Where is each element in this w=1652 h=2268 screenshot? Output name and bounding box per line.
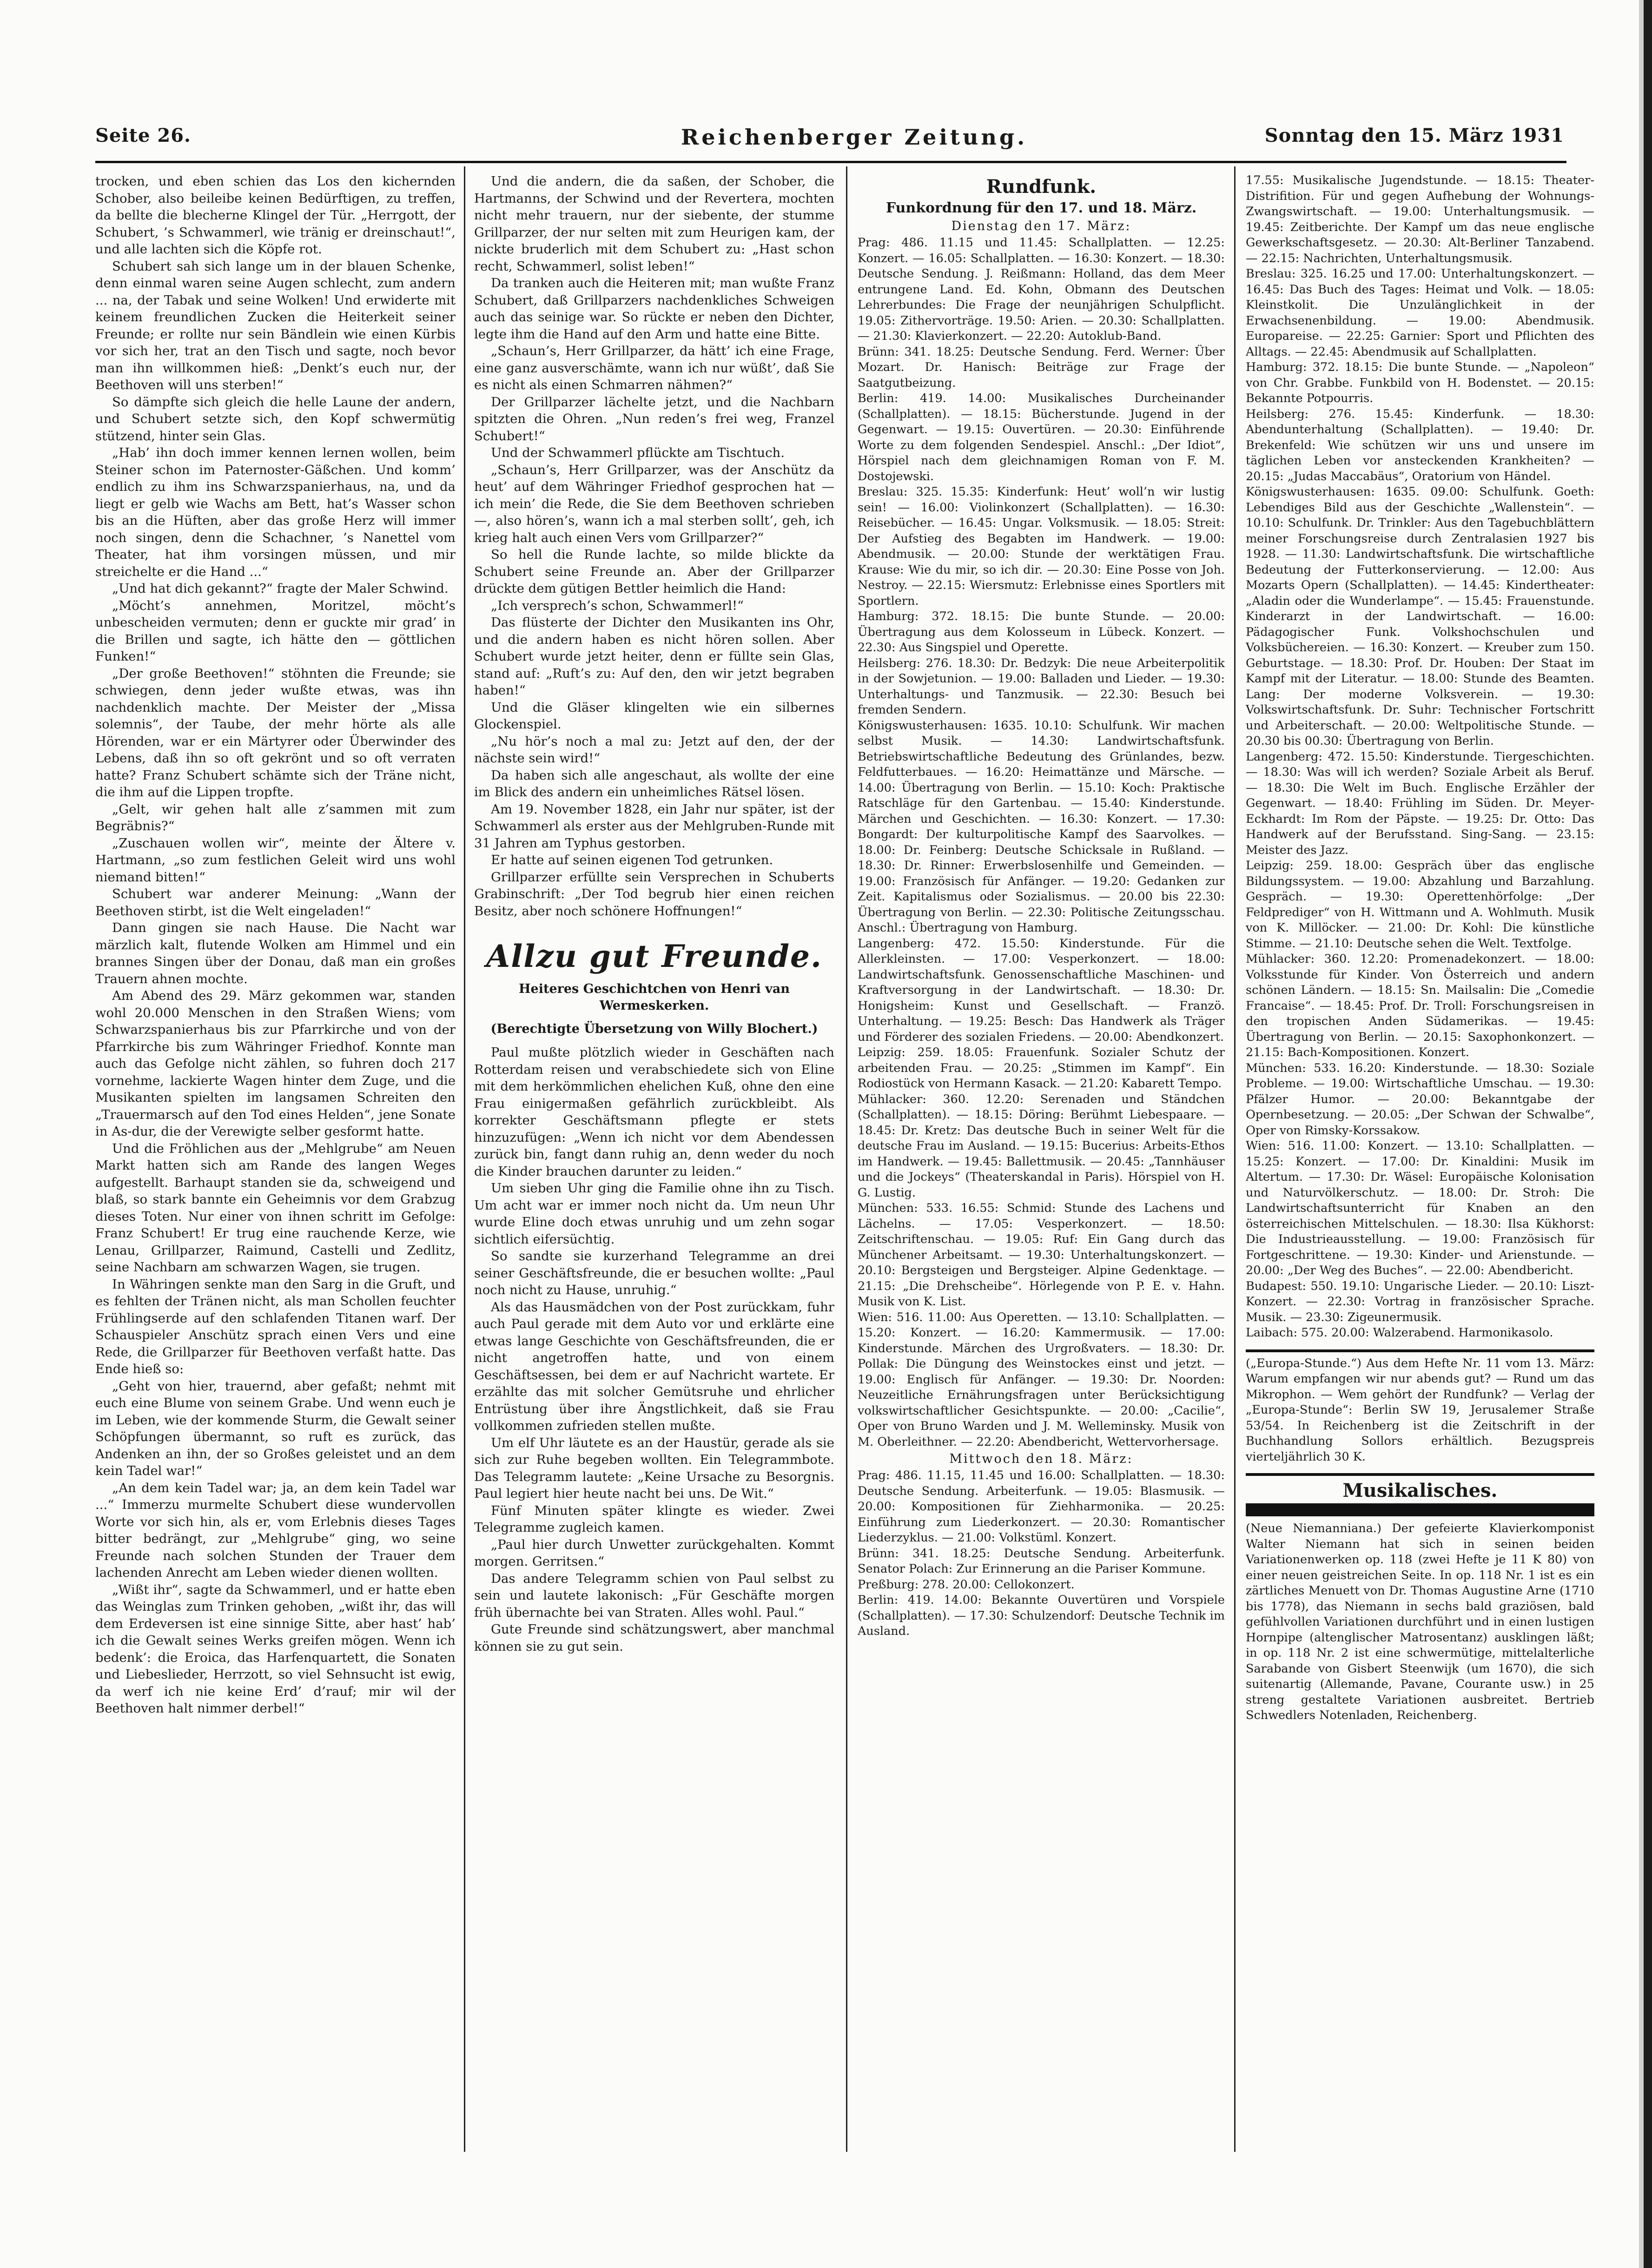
radio-listing: Königswusterhausen: 1635. 09.00: Schulfunk. Goeth: Lebendiges Bild aus der Geschichte „Wallenstein“. — 10.10: Schulfunk. Dr. Trinkler: Aus den Tagebuchblättern meiner Forschungsreise durch Zentralasien 1927 bis 1928. — 11.30: Landwirtschaftsfunk. Die wirtschaftliche Bedeutung der Futterkonservierung. — 12.00: Aus Mozarts Opern (Schallplatten). — 14.45: Kindertheater: „Aladin oder die Wunderlampe“. — 15.45: Frauenstunde. Kinderarzt in der Landwirtschaft. — 16.00: Pädagogischer Funk. Volkshochschulen und Volksbüchereien. — 16.30: Konzert. — Kreuber zum 150. Geburtstage. — 18.30: Prof. Dr. Houben: Der Staat im Kampf mit der Literatur. — 18.00: Stunde des Beamten. Lang: Der moderne Volksverein. — 19.30: Volkswirtschaftsfunk. Dr. Suhr: Technischer Fortschritt und Arbeiterschaft. — 20.00: Weltpolitische Stunde. — 20.30 bis 00.30: Übertragung von Berlin.	[1246, 485, 1594, 748]
story-paragraph: „Zuschauen wollen wir“, meinte der Ältere v. Hartmann, „so zum festlichen Geleit wird uns wohl niemand bitten!“	[95, 835, 456, 885]
story-paragraph: Paul mußte plötzlich wieder in Geschäften nach Rotterdam reisen und verabschiedete sich von Eline mit dem herkömmlichen ehelichen Kuß, ohne den eine Frau einigermaßen gefährlich zurückbleibt. Als korrekter Geschäftsmann pflegte er stets hinzuzufügen: „Wenn ich nicht vor dem Abendessen zurück bin, fangt dann ruhig an, denn weder du noch die Kinder brauchen darunter zu leiden.“	[474, 1045, 834, 1179]
story-paragraph: Am 19. November 1828, ein Jahr nur später, ist der Schwammerl als erster aus der Mehlgruben-Runde mit 31 Jahren am Typhus gestorben.	[474, 801, 834, 851]
radio-listing: Mühlacker: 360. 12.20: Promenadekonzert. — 18.00: Volksstunde für Kinder. Von Österreich und andern schönen Ländern. — 18.15: Sn. Mailsalin: Die „Comedie Francaise“. — 18.45: Prof. Dr. Troll: Forschungsreisen in den tropischen Anden Südamerikas. — 19.45: Übertragung von Berlin. — 20.15: Saxophonkonzert. — 21.15: Bach-Kompositionen. Konzert.	[1246, 952, 1594, 1059]
europa-note: („Europa-Stunde.“) Aus dem Hefte Nr. 11 vom 13. März: Warum empfangen wir nur abends gut? — Rund um das Mikrophon. — Wem gehört der Rundfunk? — Verlag der „Europa-Stunde“: Berlin SW 19, Jerusalemer Straße 53/54. In Reichenberg ist die Zeitschrift in der Buchhandlung Sollors erhältlich. Bezugspreis vierteljährlich 30 K.	[1246, 1356, 1594, 1464]
column-2	[474, 173, 834, 2152]
story-paragraph: Grillparzer erfüllte sein Versprechen in Schuberts Grabinschrift: „Der Tod begrub hier einen reichen Besitz, aber noch schönere Hoffnungen!“	[474, 869, 834, 919]
radio-listing: Langenberg: 472. 15.50: Kinderstunde. Für die Allerkleinsten. — 17.00: Vesperkonzert. — 18.00: Landwirtschaftsfunk. Genossenschaftliche Maschinen- und Kraftversorgung in der Landwirtschaft. — 18.30: Dr. Honigsheim: Kunst und Gesellschaft. — Franzö. Unterhaltung. — 19.25: Besch: Das Handwerk als Träger und Förderer des sozialen Friedens. — 20.00: Abendkonzert.	[858, 936, 1225, 1044]
story-paragraph: „Nu hör’s noch a mal zu: Jetzt auf den, der der nächste sein wird!“	[474, 734, 834, 766]
story-paragraph: Da haben sich alle angeschaut, als wollte der eine im Blick des andern ein unheimliches Rätsel lösen.	[474, 767, 834, 800]
story-paragraph: „Und hat dich gekannt?“ fragte der Maler Schwind.	[112, 581, 449, 596]
radio-listing: Heilsberg: 276. 15.45: Kinderfunk. — 18.30: Abendunterhaltung (Schallplatten). — 19.40: Dr. Brekenfeld: Wie schützen wir uns und unsere im täglichen Leben vor ansteckenden Krankheiten? — 20.15: „Judas Maccabäus“, Oratorium von Händel.	[1246, 407, 1594, 483]
radio-listing: 17.55: Musikalische Jugendstunde. — 18.15: Theater-Distrifition. Für und gegen Aufhebung der Wohnungs-Zwangswirtschaft. — 19.00: Unterhaltungsmusik. — 19.45: Zeitberichte. Der Kampf um das neue englische Gewerkschaftsgesetz. — 20.30: Alt-Berliner Tanzabend. — 22.15: Nachrichten, Unterhaltungsmusik.	[1246, 173, 1594, 265]
radio-listing: München: 533. 16.55: Schmid: Stunde des Lachens und Lächelns. — 17.05: Vesperkonzert. — 18.50: Zeitschriftenschau. — 19.05: Ruf: Ein Gang durch das Münchener Arbeitsamt. — 19.30: Unterhaltungskonzert. — 20.10: Bergsteigen und Bergsteiger. Alpine Gedenktage. — 21.15: „Die Drehscheibe“. Hörlegende von P. E. v. Hahn. Musik von K. List.	[858, 1201, 1225, 1309]
column-divider	[464, 166, 465, 2152]
story-paragraph: Als das Hausmädchen von der Post zurückkam, fuhr auch Paul gerade mit dem Auto vor und erklärte eine etwas lange Geschichte von Geschäftsfreunden, die er nicht angetroffen hatte, und von einem Geschäftsessen, bei dem er auf Nachricht wartete. Er erzählte das mit solcher Gemütsruhe und ehrlicher Entrüstung über ihre Ängstlichkeit, daß sie Frau vollkommen zufrieden stellen mußte.	[474, 1299, 834, 1433]
column-divider	[1234, 166, 1236, 2152]
story-paragraph: Schubert war anderer Meinung: „Wann der Beethoven stirbt, ist die Welt eingeladen!“	[95, 886, 456, 919]
radio-listing: Mühlacker: 360. 12.20: Serenaden und Ständchen (Schallplatten). — 18.15: Döring: Berühmt Liebespaare. — 18.45: Dr. Kretz: Das deutsche Buch in seiner Welt für die deutsche Frau im Ausland. — 19.15: Bucerius: Arbeits-Ethos im Handwerk. — 19.45: Ballettmusik. — 20.45: „Tannhäuser und die Jockeys“ (Theaterskandal in Paris). Hörspiel von H. G. Lustig.	[858, 1092, 1225, 1200]
story-paragraph: So dämpfte sich gleich die helle Laune der andern, und Schubert setzte sich, den Kopf schwermütig stützend, hinter sein Glas.	[95, 394, 456, 443]
story-paragraph: Fünf Minuten später klingte es wieder. Zwei Telegramme zugleich kamen.	[474, 1503, 834, 1535]
story-paragraph: „Geht von hier, trauernd, aber gefaßt; nehmt mit euch eine Blume von seinem Grabe. Und wenn euch je im Leben, wie der kommende Sturm, die Gewalt seiner Schöpfungen übermannt, so ruft es zurück, das Andenken an ihn, der so Großes geleistet und an dem kein Tadel war!“	[95, 1378, 456, 1478]
page-number: Seite 26.	[95, 125, 191, 146]
radio-listing: Breslau: 325. 16.25 und 17.00: Unterhaltungskonzert. — 16.45: Das Buch des Tages: Heimat und Volk. — 18.05: Kleinstkolit. Die Unzulänglichkeit in der Erwachsenenbildung. — 19.00: Abendmusik. Europareise. — 22.25: Garnier: Sport und Pflichten des Alltags. — 22.45: Abendmusik auf Schallplatten.	[1246, 267, 1594, 359]
radio-listing: Heilsberg: 276. 18.30: Dr. Bedzyk: Die neue Arbeiterpolitik in der Sowjetunion. — 19.00: Balladen und Lieder. — 19.30: Unterhaltungs- und Tanzmusik. — 22.30: Besuch bei fremden Sendern.	[858, 656, 1225, 717]
story-paragraph: Um sieben Uhr ging die Familie ohne ihn zu Tisch. Um acht war er immer noch nicht da. Um neun Uhr wurde Eline doch etwas unruhig und um zehn sogar sichtlich eifersüchtig.	[474, 1181, 834, 1247]
story-paragraph: Dann gingen sie nach Hause. Die Nacht war märzlich kalt, flutende Wolken am Himmel und ein brannes Singen über der Donau, daß man ein großes Trauern ahnen mochte.	[95, 920, 456, 986]
radio-listing: Wien: 516. 11.00: Konzert. — 13.10: Schallplatten. — 15.25: Konzert. — 17.00: Dr. Kinaldini: Musik im Altertum. — 17.30: Dr. Wäsel: Europäische Kolonisation und Naturvölkerschutz. — 18.00: Dr. Stroh: Die Landwirtschaftsunterricht für Knaben an den österreichischen Mittelschulen. — 18.30: Ilsa Kükhorst: Die Industrieausstellung. — 19.00: Französisch für Fortgeschrittene. — 19.30: Kinder- und Arienstunde. — 20.00: „Der Weg des Buches“. — 22.00: Abendbericht.	[1246, 1139, 1594, 1277]
radio-listing: Leipzig: 259. 18.05: Frauenfunk. Sozialer Schutz der arbeitenden Frau. — 20.25: „Stimmen im Kampf“. Ein Rodiostück von Hermann Kasack. — 21.20: Kabarett Tempo.	[858, 1045, 1225, 1091]
story-paragraph: „Schaun’s, Herr Grillparzer, was der Anschütz da heut’ auf dem Währinger Friedhof gesprochen hat — ich mein’ die Rede, die Sie dem Beethoven schrieben —, also hören’s, wann ich a mal sterben sollt’, geh, ich krieg halt auch einen Vers vom Grillparzer?“	[474, 462, 834, 545]
story-title: Allzu gut Freunde.	[486, 938, 822, 974]
header-rule	[95, 161, 1566, 163]
radio-listing: Langenberg: 472. 15.50: Kinderstunde. Tiergeschichten. — 18.30: Was will ich werden? Soziale Arbeit als Beruf. — 18.30: Die Welt im Buch. Englische Erzähler der Gegenwart. — 18.40: Frühling im Süden. Dr. Meyer-Eckhardt: Im Rom der Päpste. — 19.25: Dr. Otto: Das Handwerk auf der Berufsstand. Sing-Sang. — 23.15: Meister des Jazz.	[1246, 749, 1594, 857]
radio-listing: Prag: 486. 11.15, 11.45 und 16.00: Schallplatten. — 18.30: Deutsche Sendung. Arbeiterfunk. — 19.05: Blasmusik. — 20.00: Kompositionen für Ziehharmonika. — 20.25: Einführung zum Liederkonzert. — 20.30: Romantischer Liederzyklus. — 21.00: Volkstüml. Konzert.	[858, 1468, 1225, 1545]
radio-listing: Hamburg: 372. 18.15: Die bunte Stunde. — 20.00: Übertragung aus dem Kolosseum in Lübeck. Konzert. — 22.30: Aus Singspiel und Operette.	[858, 609, 1225, 655]
column-4	[1246, 173, 1594, 2152]
radio-listing: Leipzig: 259. 18.00: Gespräch über das englische Bildungssystem. — 19.00: Abzahlung und Barzahlung. Gespräch. — 19.30: Operettenhörfolge: „Der Feldprediger“ von H. Wittmann und A. Wohlmuth. Musik von K. Millöcker. — 21.00: Dr. Kohl: Die künstliche Stimme. — 21.10: Deutsche sehen die Welt. Textfolge.	[1246, 859, 1594, 951]
radio-listing: Hamburg: 372. 18.15: Die bunte Stunde. — „Napoleon“ von Chr. Grabbe. Funkbild von H. Bodenstet. — 20.15: Bekannte Potpourris.	[1246, 360, 1594, 405]
newspaper-title: Reichenberger Zeitung.	[681, 125, 1028, 150]
radio-listing: Berlin: 419. 14.00: Bekannte Ouvertüren und Vorspiele (Schallplatten). — 17.30: Schulzendorf: Deutsche Technik im Ausland.	[858, 1593, 1225, 1638]
radio-listing: Königswusterhausen: 1635. 10.10: Schulfunk. Wir machen selbst Musik. — 14.30: Landwirtschaftsfunk. Betriebswirtschaftliche Bedeutung des Grünlandes, bezw. Feldfutterbaues. — 16.20: Heimattänze und Märsche. — 14.00: Übertragung von Berlin. — 15.10: Koch: Praktische Ratschläge für den Gartenbau. — 15.40: Kinderstunde. Märchen und Geschichten. — 16.30: Konzert. — 17.30: Bongardt: Der kulturpolitische Kampf des Saarvolkes. — 18.00: Dr. Feinberg: Deutsche Schicksale in Rußland. — 18.30: Dr. Rinner: Erwerbslosenhilfe und Gemeinden. — 19.00: Französisch für Anfänger. — 19.20: Gedanken zur Zeit. Kapitalismus oder Sozialismus. — 20.00 bis 22.30: Übertragung von Berlin. — 22.30: Politische Zeitungsschau. Anschl.: Übertragung von Hamburg.	[858, 718, 1225, 935]
story-paragraph: In Währingen senkte man den Sarg in die Gruft, und es fehlten der Tränen nicht, als man Schollen feuchter Frühlingserde auf den schlafenden Titanen warf. Der Schauspieler Anschütz sprach einen Vers und eine Rede, die Grillparzer für Beethoven verfaßt hatte. Das Ende hieß so:	[95, 1276, 456, 1376]
story-paragraph: „Schaun’s, Herr Grillparzer, da hätt’ ich eine Frage, eine ganz ausverschämte, wann ich nur wüßt’, daß Sie es nicht als einen Schmarren nähmen?“	[474, 344, 834, 392]
radio-listing: Breslau: 325. 15.35: Kinderfunk: Heut’ woll’n wir lustig sein! — 16.00: Violinkonzert (Schallplatten). — 16.30: Reisebücher. — 16.45: Ungar. Volksmusik. — 18.05: Streit: Der Aufstieg des Begabten im Handwerk. — 19.00: Abendmusik. — 20.00: Stunde der werktätigen Frau. Krause: Wie du mir, so ich dir. — 20.30: Eine Posse von Joh. Nestroy. — 22.15: Wiersmutz: Erlebnisse eines Sportlers mit Sportlern.	[858, 485, 1225, 608]
column-3	[858, 173, 1225, 2152]
section-rule	[1246, 1503, 1594, 1516]
scan-edge	[1639, 0, 1644, 2268]
column-1	[95, 173, 456, 2152]
radio-listing: Prag: 486. 11.15 und 11.45: Schallplatten. — 12.25: Konzert. — 16.05: Schallplatten. — 16.30: Konzert. — 18.30: Deutsche Sendung. J. Reißmann: Holland, das dem Meer entrungene Land. Ed. Kohn, Obmann des Deutschen Lehrerbundes: Die Frage der neunjährigen Schulpflicht. 19.05: Zithervorträge. 19.50: Arien. — 20.30: Schallplatten. — 21.30: Klavierkonzert. — 22.20: Autoklub-Band.	[858, 236, 1225, 343]
radio-listing: Budapest: 550. 19.10: Ungarische Lieder. — 20.10: Liszt-Konzert. — 22.30: Vortrag in französischer Sprache. Musik. — 23.30: Zigeunermusik.	[1246, 1279, 1594, 1324]
radio-listing: Wien: 516. 11.00: Aus Operetten. — 13.10: Schallplatten. — 15.20: Konzert. — 16.20: Kammermusik. — 17.00: Kinderstunde. Märchen des Urgroßvaters. — 18.30: Dr. Pollak: Die Düngung des Weinstockes einst und jetzt. — 19.00: Englisch für Anfänger. — 19.30: Dr. Noorden: Neuzeitliche Ernährungsfragen unter Berücksichtigung volkswirtschaftlicher Gesichtspunkte. — 20.00: „Cacilie“, Oper von Bruno Warden und J. M. Welleminsky. Musik von M. Oberleithner. — 22.20: Abendbericht, Wettervorhersage.	[858, 1310, 1225, 1449]
story-paragraph: „Wißt ihr“, sagte da Schwammerl, und er hatte eben das Weinglas zum Trinken gehoben, „wißt ihr, das will dem Erdeversen ist eine sinnige Sitte, aber hast’ hab’ ich die Gewalt seines Werks greifen mögen. Wenn ich bedenk’: die Eroica, das Harfenquartett, die Sonaten und Liebeslieder, Herrzott, so viel Sehnsucht ist ewig, da werf ich nie keine Erd’ d’rauf; mir wil der Beethoven halt nimmer derbel!“	[95, 1582, 456, 1716]
story-paragraph: So sandte sie kurzerhand Telegramme an drei seiner Geschäftsfreunde, die er besuchen wollte: „Paul noch nicht zu Hause, unruhig.“	[474, 1249, 834, 1297]
story-paragraph: trocken, und eben schien das Los den kichernden Schober, also beileibe keinen Bedürftigen, zu treffen, da bellte die blecherne Klingel der Tür. „Herrgott, der Schubert, ’s Schwammerl, wie tränig er dreinschaut!“, und alle lachten sich die Köpfe rot.	[95, 174, 456, 257]
story-paragraph: Schubert sah sich lange um in der blauen Schenke, denn einmal waren seine Augen schlecht, zum andern ... na, der Tabak und seine Wolken! Und erwiderte mit keinem freundlichen Zucken die Heiterkeit seiner Freunde; er rollte nur sein Bändlein wie einen Kürbis vor sich her, trat an den Tisch und sagte, noch bevor man ihn willkommen hieß: „Denkt’s euch nur, der Beethoven will uns sterben!“	[95, 258, 456, 392]
story-paragraph: „Paul hier durch Unwetter zurückgehalten. Kommt morgen. Gerritsen.“	[474, 1537, 834, 1569]
radio-listing: Laibach: 575. 20.00: Walzerabend. Harmonikasolo.	[1246, 1326, 1553, 1340]
story-paragraph: Der Grillparzer lächelte jetzt, und die Nachbarn spitzten die Ohren. „Nun reden’s frei weg, Franzel Schubert!“	[474, 394, 834, 443]
radio-listing: München: 533. 16.20: Kinderstunde. — 18.30: Soziale Probleme. — 19.00: Wirtschaftliche Umschau. — 19.30: Pfälzer Humor. — 20.00: Bekanntgabe der Opernbesetzung. — 20.05: „Der Schwan der Schwalbe“, Oper von Rimsky-Korssakow.	[1246, 1061, 1594, 1137]
radio-listing: Brünn: 341. 18.25: Deutsche Sendung. Ferd. Werner: Über Mozart. Dr. Hanisch: Beiträge zur Frage der Saatgutbeizung.	[858, 344, 1225, 390]
section-rule	[1246, 1349, 1594, 1352]
story-paragraph: Und der Schwammerl pflückte am Tischtuch.	[491, 445, 785, 460]
story-paragraph: Das andere Telegramm schien von Paul selbst zu sein und lautete lakonisch: „Für Geschäfte morgen früh übernachte bei van Straten. Alles wohl. Paul.“	[474, 1571, 834, 1620]
story-paragraph: „Möcht’s annehmen, Moritzel, möcht’s unbescheiden vermuten; denn er guckte mir grad’ in die Brillen und sagte, ich hätte den — göttlichen Funken!“	[95, 598, 456, 664]
story-paragraph: Am Abend des 29. März gekommen war, standen wohl 20.000 Menschen in den Straßen Wiens; vom Schwarzspanierhaus bis zur Pfarrkirche und von der Pfarrkirche bis zum Währinger Friedhof. Konnte man auch das Gefolge nicht zählen, so fuhren doch 217 vornehme, lackierte Wagen hinter dem Zuge, und die Musikanten spielten im langsamen Schreiten den „Trauermarsch auf den Tod eines Helden“, jene Sonate in As-dur, die der Verewigte selber gesformt hatte.	[95, 988, 456, 1139]
story-paragraph: Und die andern, die da saßen, der Schober, die Hartmanns, der Schwind und der Revertera, mochten nicht mehr trauern, nur der siebente, der stumme Grillparzer, der nur selten mit zum Heurigen kam, der nickte bruderlich mit dem Schubert zu: „Hast schon recht, Schwammerl, solist leben!“	[474, 174, 834, 274]
story-paragraph: Er hatte auf seinen eigenen Tod getrunken.	[491, 853, 773, 867]
story-paragraph: So hell die Runde lachte, so milde blickte da Schubert seine Freunde an. Aber der Grillparzer drückte dem gütigen Bettler heimlich die Hand:	[474, 547, 834, 596]
day-heading: Mittwoch den 18. März:	[949, 1452, 1133, 1466]
story-paragraph: Um elf Uhr läutete es an der Haustür, gerade als sie sich zur Ruhe begeben wollten. Ein Telegrammbote. Das Telegramm lautete: „Keine Ursache zu Besorgnis. Paul legiert hier heute nacht bei uns. De Wit.“	[474, 1435, 834, 1501]
radio-section-title: Rundfunk.	[986, 176, 1097, 198]
story-paragraph: „An dem kein Tadel war; ja, an dem kein Tadel war ...“ Immerzu murmelte Schubert diese wundervollen Worte vor sich hin, als er, vom Erlebnis dieses Tages bitter bedrängt, zur „Mehlgrube“ ging, wo seine Freunde nach solchen Stunden der Trauer dem lachenden Anrecht am Leben wieder dienen wollten.	[95, 1480, 456, 1580]
radio-listing: Preßburg: 278. 20.00: Cellokonzert.	[858, 1577, 1075, 1592]
scan-edge	[1644, 0, 1652, 2268]
column-divider	[846, 166, 847, 2152]
section-rule	[1246, 1473, 1594, 1476]
story-paragraph: „Gelt, wir gehen halt alle z’sammen mit zum Begräbnis?“	[95, 801, 456, 833]
radio-listing: Berlin: 419. 14.00: Musikalisches Durcheinander (Schallplatten). — 18.15: Bücherstunde. Jugend in der Gegenwart. — 19.15: Ouvertüren. — 20.30: Einführende Worte zu dem folgenden Sendespiel. Anschl.: „Der Idiot“, Hörspiel nach dem gleichnamigen Roman von F. M. Dostojewski.	[858, 391, 1225, 483]
story-subtitle: Heiteres Geschichtchen von Henri van Wermeskerken.	[519, 982, 790, 1013]
story-paragraph: Gute Freunde sind schätzungswert, aber manchmal können sie zu gut sein.	[474, 1622, 834, 1654]
radio-subtitle: Funkordnung für den 17. und 18. März.	[885, 200, 1197, 216]
radio-listing: Brünn: 341. 18.25: Deutsche Sendung. Arbeiterfunk. Senator Polach: Zur Erinnerung an die Pariser Kommune.	[858, 1546, 1225, 1576]
issue-date: Sonntag den 15. März 1931	[1264, 125, 1564, 146]
story-paragraph: Und die Fröhlichen aus der „Mehlgrube“ am Neuen Markt hatten sich am Rande des langen Weges aufgestellt. Barhaupt standen sie da, schweigend und blaß, so stark bannte ein Geheimnis vor dem Grabzug dieses Toten. Nur einer von ihnen schritt im Gefolge: Franz Schubert! Er trug eine rauchende Kerze, wie Lenau, Grillparzer, Raimund, Castelli und Zedlitz, seine Nachbarn am schwarzen Wagen, sie trugen.	[95, 1141, 456, 1275]
story-paragraph: „Hab’ ihn doch immer kennen lernen wollen, beim Steiner schon im Paternoster-Gäßchen. Und komm’ endlich zu ihm ins Schwarzspanierhaus, na, und da liegt er gelb wie Wachs am Bett, hat’s Wasser schon bis an die Hüften, aber das große Herz will immer noch singen, denn die Schachner, ’s Nanettel vom Theater, hat ihm vorsingen müssen, und mir streichelte er die Hand ...“	[95, 445, 456, 579]
story-paragraph: Da tranken auch die Heiteren mit; man wußte Franz Schubert, daß Grillparzers nachdenkliches Schweigen auch das seinige war. So rückte er neben den Dichter, legte ihm die Hand auf den Arm und hatte eine Bitte.	[474, 276, 834, 342]
story-paragraph: „Der große Beethoven!“ stöhnten die Freunde; sie schwiegen, denn jeder wußte etwas, was ihn nachdenklich machte. Der Meister der „Missa solemnis“, der Taube, der mehr hörte als alle Hörenden, war er ein Märtyrer oder Überwinder des Lebens, daß ihn so oft gekrönt und so oft verraten hatte? Franz Schubert schämte sich der Träne nicht, die ihm auf die Lippen tropfte.	[95, 666, 456, 800]
page-header	[95, 125, 1564, 157]
day-heading: Dienstag den 17. März:	[951, 219, 1131, 233]
music-section-title: Musikalisches.	[1342, 1480, 1498, 1501]
music-paragraph: (Neue Niemanniana.) Der gefeierte Klavierkomponist Walter Niemann hat sich in seinen beiden Variationenwerken op. 118 (zwei Hefte je 11 K 80) von einer neuen geistreichen Seite. In op. 118 Nr. 1 ist es ein zärtliches Menuett von Dr. Thomas Augustine Arne (1710 bis 1778), das Niemann in sechs bald graziösen, bald gefühlvollen Variationen durchführt und in einen lustigen Hornpipe (altenglischer Matrosentanz) ausklingen läßt; in op. 118 Nr. 2 ist eine schwermütige, mittelalterliche Sarabande von Gisbert Steenwijk (um 1670), die sich suitenartig (Allemande, Pavane, Courante usw.) in 25 streng gestaltete Variationen ausbreitet. Bertrieb Schwedlers Notenladen, Reichenberg.	[1246, 1521, 1594, 1722]
story-paragraph: Und die Gläser klingelten wie ein silbernes Glockenspiel.	[474, 700, 834, 732]
story-paragraph: Das flüsterte der Dichter den Musikanten ins Ohr, und die andern haben es nicht hören sollen. Aber Schubert wurde jetzt heiter, denn er füllte sein Glas, stand auf: „Ruft’s zu: Auf den, den wir jetzt begraben haben!“	[474, 615, 834, 698]
story-translator: (Berechtigte Übersetzung von Willy Blochert.)	[490, 1022, 818, 1036]
story-paragraph: „Ich versprech’s schon, Schwammerl!“	[491, 598, 744, 613]
